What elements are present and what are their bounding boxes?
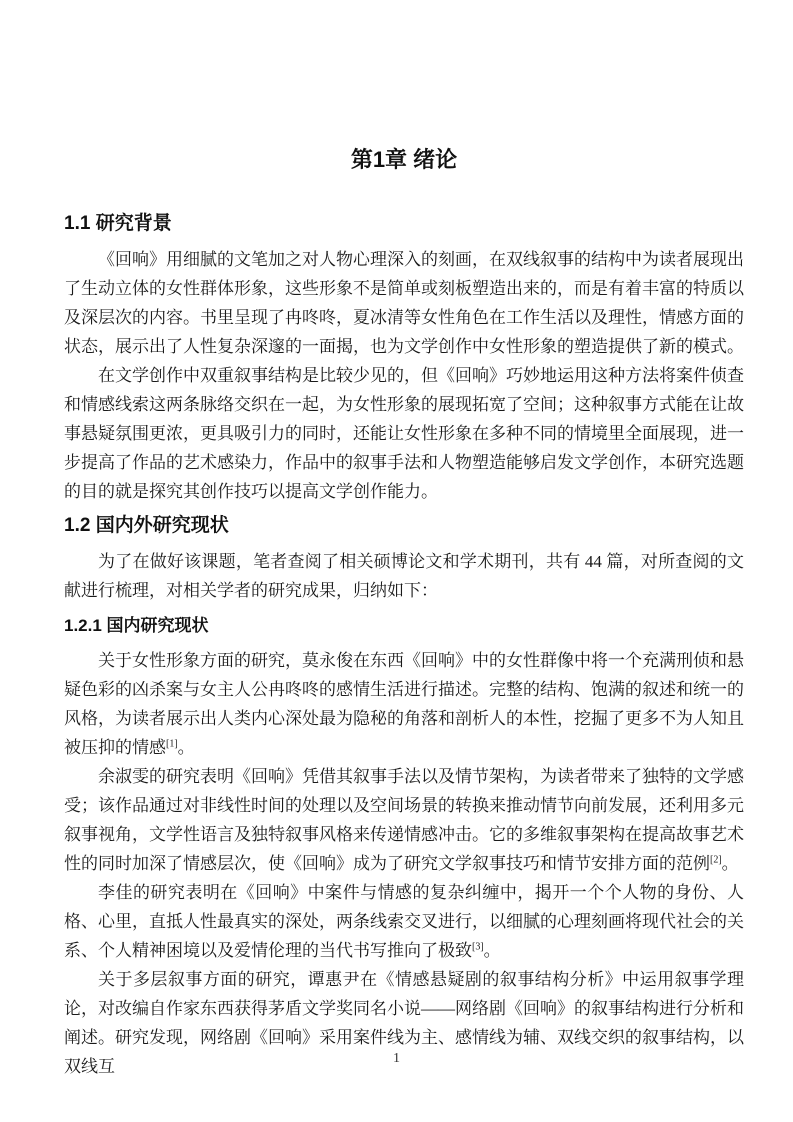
paragraph-literature-overview: 为了在做好该课题，笔者查阅了相关硕博论文和学术期刊，共有 44 篇，对所查阅的文献进行梳理，对相关学者的研究成果，归纳如下： (64, 552, 744, 600)
paragraph-text: 关于女性形象方面的研究，莫永俊在东西《回响》中的女性群像中将一个充满刑侦和悬疑色彩的凶杀案与女主人公冉咚咚的感情生活进行描述。完整的结构、饱满的叙述和统一的风格，为读者展示出人类内心深处最为隐秘的角落和剖析人的本性，挖掘了更多不为人知且被压抑的情感 (64, 651, 744, 757)
section-heading-1-2: 1.2 国内外研究现状 (64, 515, 229, 536)
paragraph-domestic-study-4: 关于多层叙事方面的研究，谭惠尹在《情感悬疑剧的叙事结构分析》中运用叙事学理论，对改编自作家东西获得茅盾文学奖同名小说——网络剧《回响》的叙事结构进行分析和阐述。研究发现，网络剧《回响》采用案件线为主、感情线为辅、双线交织的叙事结构，以双线互 (64, 970, 744, 1076)
citation-mark-2: [2] (710, 854, 722, 866)
section-heading-1-1: 1.1 研究背景 (64, 213, 172, 234)
paragraph-tail: 。 (721, 854, 739, 873)
page-number: 1 (393, 1051, 400, 1066)
citation-mark-1: [1] (166, 738, 178, 750)
paragraph-research-background-2: 在文学创作中双重叙事结构是比较少见的，但《回响》巧妙地运用这种方法将案件侦查和情感线索这两条脉络交织在一起，为女性形象的展现拓宽了空间；这种叙事方式能在让故事悬疑氛围更浓，更具吸引力的同时，还能让女性形象在多种不同的情境里全面展现，进一步提高了作品的艺术感染力，作品中的叙事手法和人物塑造能够启发文学创作，本研究选题的目的就是探究其创作技巧以提高文学创作能力。 (64, 366, 744, 501)
paragraph-domestic-study-3 (64, 878, 744, 965)
paragraph-text: 余淑雯的研究表明《回响》凭借其叙事手法以及情节架构，为读者带来了独特的文学感受；该作品通过对非线性时间的处理以及空间场景的转换来推动情节向前发展，还利用多元叙事视角，文学性语言及独特叙事风格来传递情感冲击。它的多维叙事架构在提高故事艺术性的同时加深了情感层次，使《回响》成为了研究文学叙事技巧和情节安排方面的范例 (64, 767, 744, 873)
subsection-heading-1-2-1: 1.2.1 国内研究现状 (64, 616, 209, 635)
paragraph-text: 李佳的研究表明在《回响》中案件与情感的复杂纠缠中，揭开一个个人物的身份、人格、心里，直抵人性最真实的深处，两条线索交叉进行，以细腻的心理刻画将现代社会的关系、个人精神困境以及爱情伦理的当代书写推向了极致 (64, 883, 744, 960)
paragraph-tail: 。 (483, 941, 501, 960)
paragraph-domestic-study-1 (64, 646, 744, 762)
paragraph-domestic-study-2 (64, 762, 744, 878)
paragraph-tail: 。 (177, 738, 195, 757)
citation-mark-3: [3] (472, 941, 484, 953)
chapter-title: 第1章 绪论 (350, 147, 458, 172)
paragraph-research-background-1: 《回响》用细腻的文笔加之对人物心理深入的刻画，在双线叙事的结构中为读者展现出了生动立体的女性群体形象，这些形象不是简单或刻板塑造出来的，而是有着丰富的特质以及深层次的内容。书里呈现了冉咚咚，夏冰清等女性角色在工作生活以及理性，情感方面的状态，展示出了人性复杂深邃的一面揭，也为文学创作中女性形象的塑造提供了新的模式。 (64, 250, 744, 356)
